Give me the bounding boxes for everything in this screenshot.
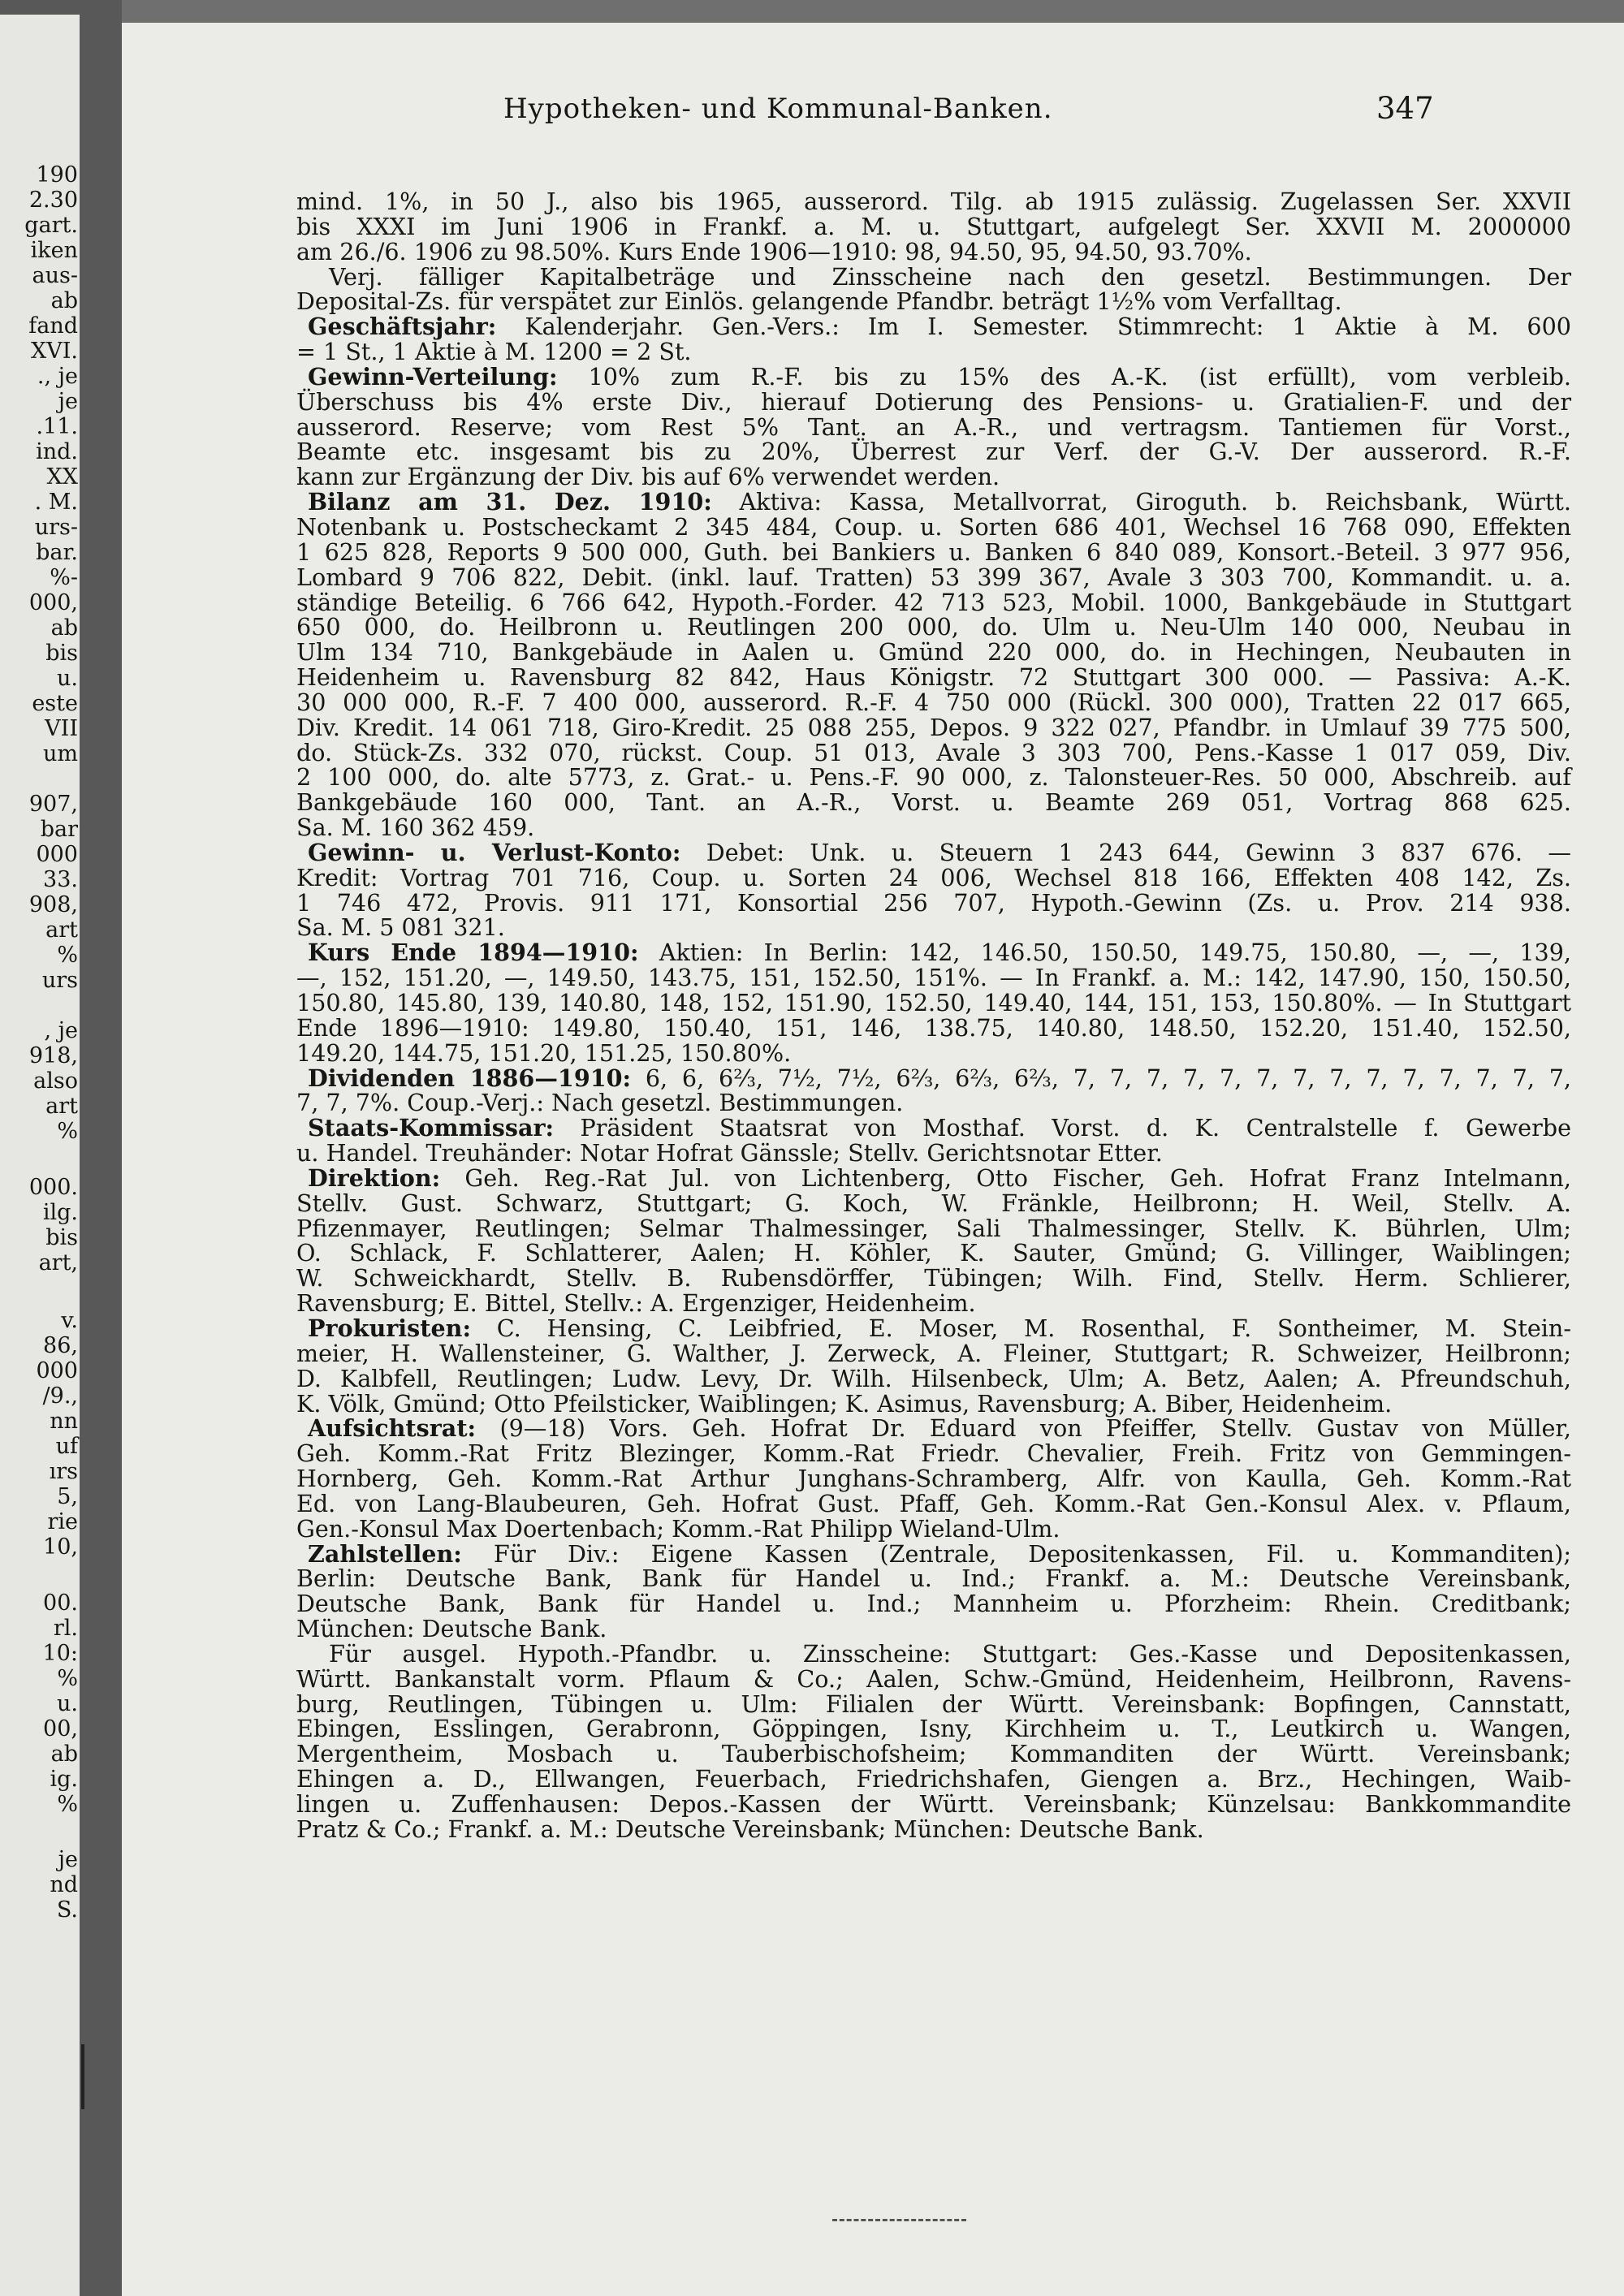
text-line xyxy=(296,1741,1571,1767)
paragraph xyxy=(296,940,1571,1065)
previous-page-edge xyxy=(0,15,80,2296)
previous-page-fragment: uf xyxy=(55,1434,78,1459)
line-text: Für ausgel. Hypoth.-Pfandbr. u. Zinsscheine: Stuttgart: Ges.-Kasse und Depositenkassen, xyxy=(329,1639,1571,1668)
section-heading: Dividenden 1886—1910: xyxy=(308,1064,632,1092)
text-line xyxy=(296,815,1571,840)
line-text: Lombard 9 706 822, Debit. (inkl. lauf. Tratten) 53 399 367, Avale 3 303 700, Kommandit. u. a. xyxy=(296,563,1571,591)
section-heading: Gewinn-Verteilung: xyxy=(308,362,558,391)
section-heading: Prokuristen: xyxy=(308,1314,472,1342)
line-text: 7, 7, 7%. Coup.-Verj.: Nach gesetzl. Bestimmungen. xyxy=(296,1089,904,1117)
line-text: Heidenheim u. Ravensburg 82 842, Haus Königstr. 72 Stuttgart 300 000. — Passiva: A.-K. xyxy=(296,663,1571,692)
text-line xyxy=(296,1316,1571,1341)
text-line xyxy=(296,362,1571,391)
previous-page-fragment: art xyxy=(45,917,78,943)
text-line xyxy=(296,512,1571,541)
previous-page-fragment: ilg. xyxy=(42,1200,78,1225)
previous-page-fragment: 2.30 xyxy=(28,188,78,213)
text-line xyxy=(296,1291,1571,1316)
previous-page-fragment: , je xyxy=(44,1018,78,1043)
text-line xyxy=(296,464,1571,490)
text-line xyxy=(296,740,1571,766)
line-text: Mergentheim, Mosbach u. Tauberbischofsheim; Kommanditen der Württ. Vereinsbank; xyxy=(296,1740,1571,1768)
previous-page-fragment: 10, xyxy=(43,1534,78,1560)
previous-page-fragment: % xyxy=(57,943,78,968)
text-line xyxy=(296,1817,1571,1842)
section-heading: Geschäftsjahr: xyxy=(308,313,497,341)
text-line xyxy=(296,965,1571,990)
text-line xyxy=(296,765,1571,790)
line-text: —, 152, 151.20, —, 149.50, 143.75, 151, 152.50, 151%. — In Frankf. a. M.: 142, 147.90, 150, 150.50, xyxy=(296,964,1571,992)
line-text: 650 000, do. Heilbronn u. Reutlingen 200 000, do. Ulm u. Neu-Ulm 140 000, Neubau in xyxy=(296,613,1571,641)
line-text: bis XXXI im Juni 1906 in Frankf. a. M. u. Stuttgart, aufgelegt Ser. XXVII M. 2000000 xyxy=(296,212,1571,240)
line-text: Sa. M. 5 081 321. xyxy=(296,913,505,942)
line-text: Kalenderjahr. Gen.-Vers.: Im I. Semester. Stimmrecht: 1 Aktie à M. 600 xyxy=(525,313,1571,341)
line-text: Aktiva: Kassa, Metallvorrat, Giroguth. b. Reichsbank, Württ. xyxy=(739,488,1571,516)
text-line xyxy=(296,537,1571,566)
previous-page-fragment: 5, xyxy=(57,1484,78,1509)
text-line xyxy=(296,1163,1571,1192)
previous-page-fragment: 00, xyxy=(43,1716,78,1741)
text-line xyxy=(296,1491,1571,1517)
line-text: Bankgebäude 160 000, Tant. an A.-R., Vorst. u. Beamte 269 051, Vortrag 868 625. xyxy=(296,788,1571,817)
line-text: Verj. fälliger Kapitalbeträge und Zinsscheine nach den gesetzl. Bestimmungen. Der xyxy=(329,262,1571,291)
text-line xyxy=(296,1616,1571,1642)
text-line xyxy=(296,1266,1571,1291)
previous-page-fragment: %- xyxy=(50,565,78,590)
line-text: Ehingen a. D., Ellwangen, Feuerbach, Friedrichshafen, Giengen a. Brz., Hechingen, Waib- xyxy=(296,1765,1571,1793)
text-line xyxy=(296,1692,1571,1717)
previous-page-fragment: bis xyxy=(45,641,78,666)
text-line xyxy=(296,615,1571,640)
line-text: Deutsche Bank, Bank für Handel u. Ind.; Mannheim u. Pforzheim: Rhein. Creditbank; xyxy=(296,1590,1571,1618)
line-text: K. Völk, Gmünd; Otto Pfeilsticker, Waiblingen; K. Asimus, Ravensburg; A. Biber, Heidenheim. xyxy=(296,1389,1393,1418)
previous-page-fragment: nd xyxy=(50,1872,78,1897)
text-line xyxy=(296,1241,1571,1266)
text-line xyxy=(296,565,1571,590)
line-text: Für Div.: Eigene Kassen (Zentrale, Depositenkassen, Fil. u. Kommanditen); xyxy=(493,1539,1571,1568)
text-line xyxy=(296,1216,1571,1241)
previous-page-fragment: u. xyxy=(57,1691,78,1716)
paragraph xyxy=(296,1539,1571,1643)
text-line xyxy=(296,1664,1571,1693)
text-line xyxy=(296,1116,1571,1141)
line-text: Geh. Komm.-Rat Fritz Blezinger, Komm.-Rat Friedr. Chevalier, Freih. Fritz von Gemmingen- xyxy=(296,1439,1571,1468)
text-line xyxy=(296,590,1571,615)
section-heading: Bilanz am 31. Dez. 1910: xyxy=(308,488,712,516)
line-text: Pratz & Co.; Frankf. a. M.: Deutsche Vereinsbank; München: Deutsche Bank. xyxy=(296,1815,1204,1843)
paragraph xyxy=(296,840,1571,940)
line-text: Aktien: In Berlin: 142, 146.50, 150.50, 149.75, 150.80, —, —, 139, xyxy=(659,939,1571,967)
previous-page-fragment: rl. xyxy=(53,1616,78,1641)
text-line xyxy=(296,1389,1571,1418)
previous-page-fragment: 918, xyxy=(28,1043,78,1068)
text-line xyxy=(296,289,1571,314)
text-line xyxy=(296,915,1571,940)
previous-page-fragment: este xyxy=(32,691,78,716)
line-text: Ed. von Lang-Blaubeuren, Geh. Hofrat Gust. Pfaff, Geh. Komm.-Rat Gen.-Konsul Alex. v. Pflaum, xyxy=(296,1489,1571,1517)
text-line xyxy=(296,640,1571,665)
line-text: Ulm 134 710, Bankgebäude in Aalen u. Gmünd 220 000, do. in Hechingen, Neubauten in xyxy=(296,638,1571,667)
previous-page-fragment: ind. xyxy=(36,439,78,464)
line-text: = 1 St., 1 Aktie à M. 1200 = 2 St. xyxy=(296,338,692,366)
line-text: (9—18) Vors. Geh. Hofrat Dr. Eduard von Pfeiffer, Stellv. Gustav von Müller, xyxy=(499,1414,1572,1443)
text-line xyxy=(296,1013,1571,1042)
line-text: Debet: Unk. u. Steuern 1 243 644, Gewinn 3 837 676. — xyxy=(706,838,1571,866)
paragraph xyxy=(296,1163,1571,1318)
paragraph xyxy=(296,314,1571,365)
previous-page-fragment: nn xyxy=(50,1409,78,1434)
text-line xyxy=(296,412,1571,441)
line-text: ausserord. Reserve; vom Rest 5% Tant. an A.-R., und vertragsm. Tantiemen für Vorst., xyxy=(296,412,1571,441)
paragraph xyxy=(296,189,1571,265)
text-line xyxy=(296,1767,1571,1792)
line-text: Stellv. Gust. Schwarz, Stuttgart; G. Koch, W. Fränkle, Heilbronn; H. Weil, Stellv. A. xyxy=(296,1189,1571,1217)
line-text: ständige Beteilig. 6 766 642, Hypoth.-Forder. 42 713 523, Mobil. 1000, Bankgebäude in Stuttgart xyxy=(296,588,1571,616)
previous-page-fragment: bis xyxy=(45,1225,78,1250)
text-line xyxy=(296,1191,1571,1216)
previous-page-fragment: art, xyxy=(38,1250,78,1275)
previous-page-fragment: rie xyxy=(47,1509,78,1534)
line-text: Hornberg, Geh. Komm.-Rat Arthur Junghans-Schramberg, Alfr. von Kaulla, Geh. Komm.-Rat xyxy=(296,1465,1571,1493)
text-line xyxy=(296,1716,1571,1741)
previous-page-fragment: ırs xyxy=(49,1459,78,1484)
paragraph xyxy=(296,362,1571,491)
text-line xyxy=(296,339,1571,365)
previous-page-fragment: u. xyxy=(57,666,78,691)
previous-page-fragment: . M. xyxy=(34,490,78,515)
previous-page-fragment: je xyxy=(58,389,78,414)
margin-bracket-mark xyxy=(81,2044,84,2109)
line-text: lingen u. Zuffenhausen: Depos.-Kassen der Württ. Vereinsbank; Künzelsau: Bankkommandite xyxy=(296,1790,1571,1818)
paragraph xyxy=(296,490,1571,840)
line-text: 149.20, 144.75, 151.20, 151.25, 150.80%. xyxy=(296,1038,792,1067)
section-end-rule xyxy=(832,2219,966,2221)
text-line xyxy=(296,237,1571,265)
previous-page-fragment: VII xyxy=(45,716,78,741)
text-line xyxy=(296,1792,1571,1817)
previous-page-fragment: 86, xyxy=(43,1333,78,1358)
line-text: mind. 1%, in 50 J., also bis 1965, ausserord. Tilg. ab 1915 zulässig. Zugelassen Ser. XXVII xyxy=(296,188,1571,215)
previous-page-fragment: um xyxy=(43,741,78,766)
text-line xyxy=(296,439,1571,464)
text-line xyxy=(296,665,1571,690)
line-text: 1 746 472, Provis. 911 171, Konsortial 256 707, Hypoth.-Gewinn (Zs. u. Prov. 214 938. xyxy=(296,888,1571,917)
line-text: burg, Reutlingen, Tübingen u. Ulm: Filialen der Württ. Vereinsbank: Bopfingen, Cannstatt, xyxy=(296,1690,1571,1718)
paragraph xyxy=(296,1116,1571,1166)
paragraph xyxy=(296,262,1571,316)
previous-page-fragment: fand xyxy=(28,313,78,339)
previous-page-fragment: XVI. xyxy=(31,339,78,364)
previous-page-fragment: 907, xyxy=(28,792,78,817)
previous-page-fragment: % xyxy=(57,1792,78,1817)
section-heading: Kurs Ende 1894—1910: xyxy=(308,939,639,967)
running-header: Hypotheken- und Kommunal-Banken. xyxy=(503,93,1053,125)
previous-page-fragment: 000 xyxy=(36,1358,78,1383)
previous-page-fragment: je xyxy=(58,1847,78,1872)
page-number: 347 xyxy=(1376,91,1434,126)
previous-page-fragment: 190 xyxy=(36,162,78,188)
text-line xyxy=(296,990,1571,1016)
previous-page-fragment: ab xyxy=(50,615,78,641)
line-text: C. Hensing, C. Leibfried, E. Moser, M. Rosenthal, F. Sontheimer, M. Stein- xyxy=(496,1314,1572,1342)
previous-page-fragment: also xyxy=(33,1068,78,1094)
line-text: do. Stück-Zs. 332 070, rückst. Coup. 51 013, Avale 3 303 700, Pens.-Kasse 1 017 059, Div. xyxy=(296,738,1571,766)
text-line xyxy=(296,214,1571,240)
text-line xyxy=(296,840,1571,865)
previous-page-fragment: ab xyxy=(50,288,78,313)
previous-page-fragment: urs- xyxy=(34,515,78,540)
line-text: 2 100 000, do. alte 5773, z. Grat.- u. Pens.-F. 90 000, z. Talonsteuer-Res. 50 000, Abschreib. auf xyxy=(296,763,1571,792)
text-line xyxy=(296,1441,1571,1466)
previous-page-fragment: .11. xyxy=(36,414,78,439)
line-text: D. Kalbfell, Reutlingen; Ludw. Levy, Dr. Wilh. Hilsenbeck, Ulm; A. Betz, Aalen; A. Pfreundschuh, xyxy=(296,1364,1571,1392)
line-text: Sa. M. 160 362 459. xyxy=(296,814,535,842)
previous-page-fragment: ig. xyxy=(50,1767,78,1792)
text-line xyxy=(296,940,1571,965)
previous-page-fragment: 908, xyxy=(28,892,78,917)
section-heading: Staats-Kommissar: xyxy=(308,1114,555,1142)
previous-page-fragment: 000 xyxy=(36,842,78,867)
paragraph xyxy=(296,1639,1571,1843)
previous-page-fragment: v. xyxy=(61,1308,78,1333)
text-line xyxy=(296,1141,1571,1166)
line-text: Württ. Bankanstalt vorm. Pflaum & Co.; Aalen, Schw.-Gmünd, Heidenheim, Heilbronn, Ravens- xyxy=(296,1664,1571,1693)
line-text: Überschuss bis 4% erste Div., hierauf Dotierung des Pensions- u. Gratialien-F. und der xyxy=(296,387,1571,416)
previous-page-fragment: 00. xyxy=(43,1590,78,1616)
text-line xyxy=(296,690,1571,715)
line-text: 150.80, 145.80, 139, 140.80, 148, 152, 151.90, 152.50, 149.40, 144, 151, 153, 150.80%. — In Stuttgart xyxy=(296,989,1571,1016)
line-text: Beamte etc. insgesamt bis zu 20%, Überrest zur Verf. der G.-V. Der ausserord. R.-F. xyxy=(296,438,1571,466)
line-text: Ravensburg; E. Bittel, Stellv.: A. Ergenziger, Heidenheim. xyxy=(296,1289,976,1318)
previous-page-fragment: XX xyxy=(46,464,78,490)
text-line xyxy=(296,1066,1571,1091)
previous-page-fragment: ., je xyxy=(37,364,78,389)
text-line xyxy=(296,1639,1571,1668)
text-line xyxy=(296,865,1571,891)
previous-page-fragment: 33. xyxy=(43,867,78,892)
section-heading: Zahlstellen: xyxy=(308,1539,462,1568)
text-line xyxy=(296,314,1571,339)
text-line xyxy=(296,790,1571,815)
text-line xyxy=(296,888,1571,917)
line-text: Präsident Staatsrat von Mosthaf. Vorst. d. K. Centralstelle f. Gewerbe xyxy=(580,1114,1571,1142)
text-line xyxy=(296,715,1571,740)
line-text: 6, 6, 6⅔, 7½, 7½, 6⅔, 6⅔, 6⅔, 7, 7, 7, 7, 7, 7, 7, 7, 7, 7, 7, 7, 7, 7, xyxy=(645,1064,1571,1092)
line-text: Ende 1896—1910: 149.80, 150.40, 151, 146, 138.75, 140.80, 148.50, 152.20, 151.40, 152.50, xyxy=(296,1013,1571,1042)
previous-page-fragment: urs xyxy=(41,968,78,993)
book-page xyxy=(122,23,1624,2296)
line-text: O. Schlack, F. Schlatterer, Aalen; H. Köhler, K. Sauter, Gmünd; G. Villinger, Waiblingen; xyxy=(296,1239,1571,1267)
previous-page-fragment: art xyxy=(45,1094,78,1119)
text-line xyxy=(296,189,1571,214)
line-text: 30 000 000, R.-F. 7 400 000, ausserord. R.-F. 4 750 000 (Rückl. 300 000), Tratten 22 017 665, xyxy=(296,688,1571,716)
text-line xyxy=(296,1366,1571,1392)
paragraph xyxy=(296,1316,1571,1416)
text-line xyxy=(296,1591,1571,1616)
previous-page-fragment: aus- xyxy=(32,263,78,288)
line-text: Notenbank u. Postscheckamt 2 345 484, Coup. u. Sorten 686 401, Wechsel 16 768 090, Effekten xyxy=(296,512,1571,541)
text-line xyxy=(296,262,1571,291)
paragraph xyxy=(296,1416,1571,1541)
line-text: Geh. Reg.-Rat Jul. von Lichtenberg, Otto Fischer, Geh. Hofrat Franz Intelmann, xyxy=(464,1163,1571,1192)
line-text: 1 625 828, Reports 9 500 000, Guth. bei Bankiers u. Banken 6 840 089, Konsort.-Beteil. 3 977 956, xyxy=(296,537,1571,566)
line-text: Ebingen, Esslingen, Gerabronn, Göppingen, Isny, Kirchheim u. T., Leutkirch u. Wangen, xyxy=(296,1715,1571,1743)
text-line xyxy=(296,1514,1571,1543)
line-text: 10% zum R.-F. bis zu 15% des A.-K. (ist erfüllt), vom verbleib. xyxy=(588,362,1571,391)
text-line xyxy=(296,1038,1571,1067)
text-line xyxy=(296,1341,1571,1366)
line-text: Kredit: Vortrag 701 716, Coup. u. Sorten 24 006, Wechsel 818 166, Effekten 408 142, Zs. xyxy=(296,863,1571,891)
paragraph xyxy=(296,1066,1571,1116)
previous-page-fragment: % xyxy=(57,1119,78,1144)
section-heading: Aufsichtsrat: xyxy=(308,1414,477,1443)
line-text: Gen.-Konsul Max Doertenbach; Komm.-Rat Philipp Wieland-Ulm. xyxy=(296,1514,1060,1543)
previous-page-fragment: S. xyxy=(56,1897,78,1923)
section-heading: Gewinn- u. Verlust-Konto: xyxy=(308,838,681,866)
line-text: meier, H. Wallensteiner, G. Walther, J. Zerweck, A. Fleiner, Stuttgart; R. Schweizer, Heilbronn; xyxy=(296,1339,1571,1367)
section-heading: Direktion: xyxy=(308,1163,441,1192)
previous-page-fragment: 000, xyxy=(28,590,78,615)
line-text: München: Deutsche Bank. xyxy=(296,1615,607,1643)
line-text: kann zur Ergänzung der Div. bis auf 6% verwendet werden. xyxy=(296,463,1000,491)
previous-page-fragment: bar xyxy=(40,817,78,842)
previous-page-fragment: /9., xyxy=(42,1383,78,1409)
text-line xyxy=(296,387,1571,416)
text-line xyxy=(296,1090,1571,1116)
line-text: u. Handel. Treuhänder: Notar Hofrat Gänssle; Stellv. Gerichtsnotar Etter. xyxy=(296,1139,1163,1167)
text-line xyxy=(296,490,1571,515)
previous-page-fragment: ab xyxy=(50,1741,78,1767)
page-body-text xyxy=(296,189,1571,1842)
previous-page-fragment: 000. xyxy=(28,1175,78,1200)
previous-page-fragment: iken xyxy=(30,238,78,263)
line-text: Pfizenmayer, Reutlingen; Selmar Thalmessinger, Sali Thalmessinger, Stellv. K. Bührlen, Ulm; xyxy=(296,1214,1571,1242)
previous-page-fragment: % xyxy=(57,1666,78,1691)
line-text: am 26./6. 1906 zu 98.50%. Kurs Ende 1906—1910: 98, 94.50, 95, 94.50, 93.70%. xyxy=(296,237,1252,265)
previous-page-fragment: gart. xyxy=(24,213,78,238)
line-text: Berlin: Deutsche Bank, Bank für Handel u. Ind.; Frankf. a. M.: Deutsche Vereinsbank, xyxy=(296,1564,1571,1593)
previous-page-fragment: 10: xyxy=(42,1641,78,1666)
line-text: Div. Kredit. 14 061 718, Giro-Kredit. 25 088 255, Depos. 9 322 027, Pfandbr. in Umlauf 39 775 500, xyxy=(296,713,1571,741)
line-text: Deposital-Zs. für verspätet zur Einlös. gelangende Pfandbr. beträgt 1½% vom Verfalltag. xyxy=(296,287,1342,316)
text-line xyxy=(296,1466,1571,1491)
text-line xyxy=(296,1539,1571,1568)
line-text: W. Schweickhardt, Stellv. B. Rubensdörffer, Tübingen; Wilh. Find, Stellv. Herm. Schlierer, xyxy=(296,1264,1571,1293)
previous-page-fragment: bar. xyxy=(36,540,78,565)
text-line xyxy=(296,1566,1571,1591)
text-line xyxy=(296,1416,1571,1441)
